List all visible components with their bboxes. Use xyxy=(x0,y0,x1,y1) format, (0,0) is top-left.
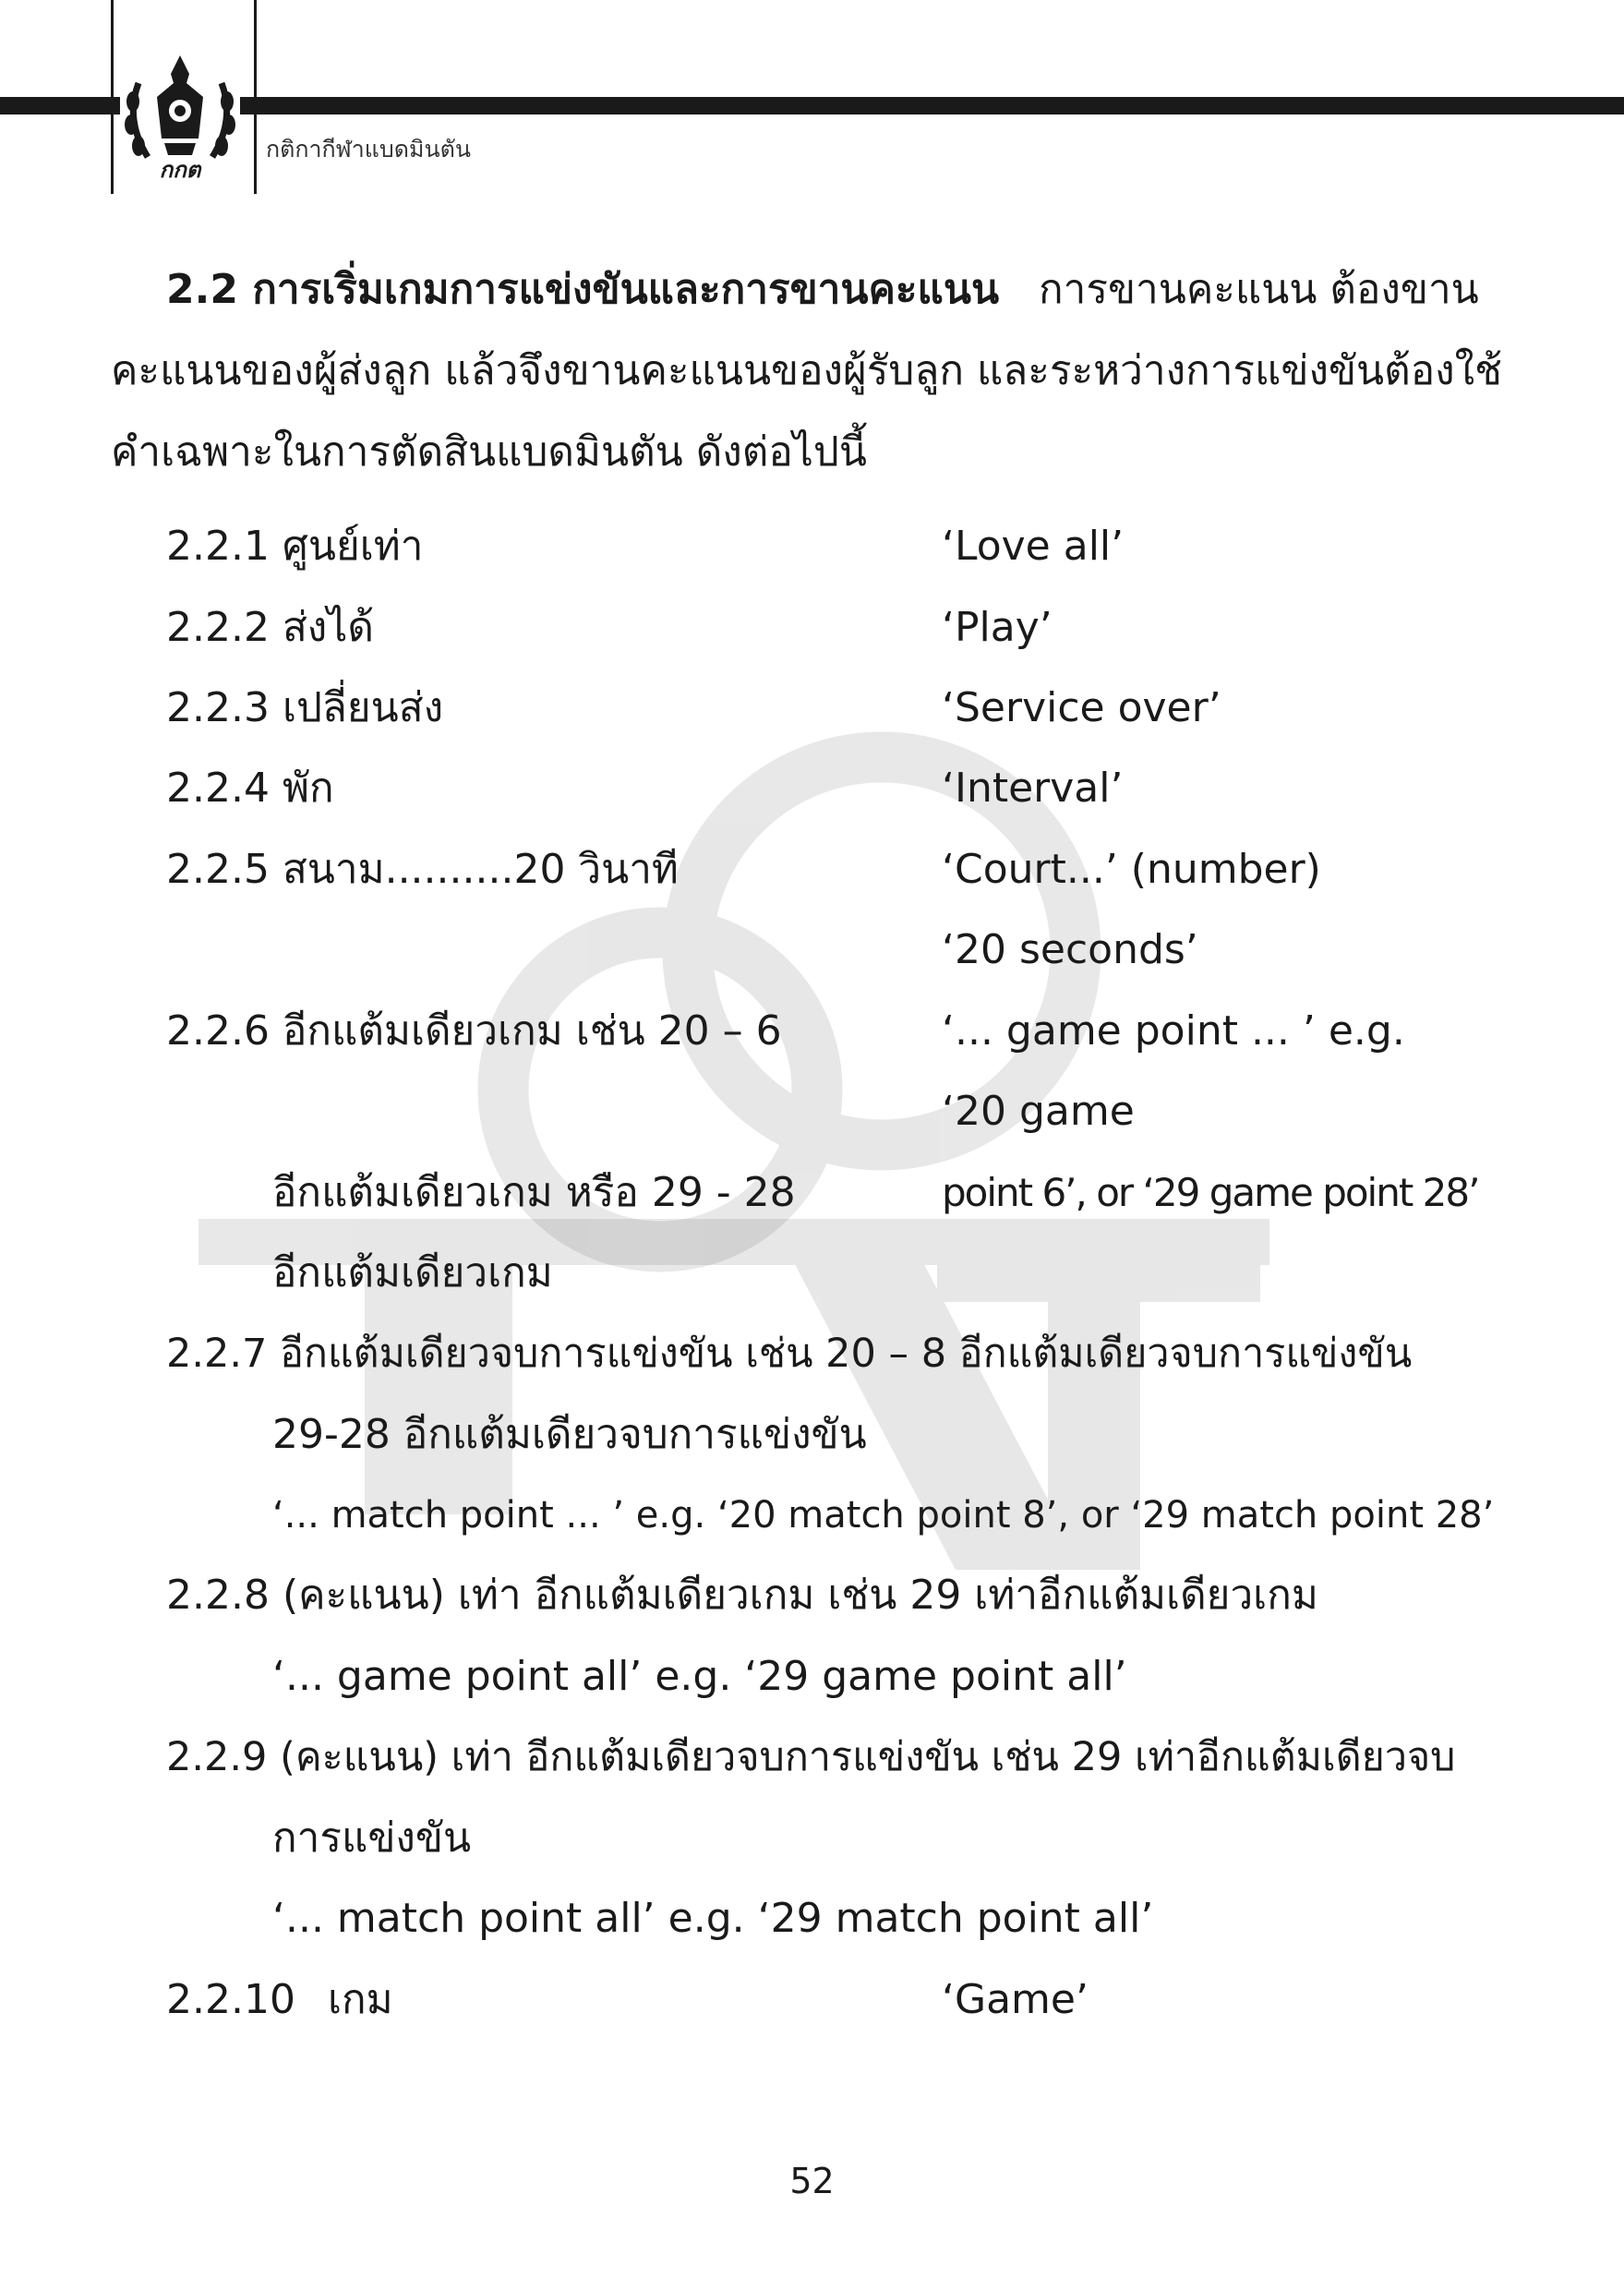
item-2-2-7-th-2: 29-28 อีกแต้มเดียวจบการแข่งขัน xyxy=(272,1411,867,1458)
item-2-2-8-th: 2.2.8 (คะแนน) เท่า อีกแต้มเดียวเกม เช่น 29 เท่าอีกแต้มเดียวเกม xyxy=(166,1572,1318,1619)
item-2-2-6-th-2: อีกแต้มเดียวเกม หรือ 29 - 28 xyxy=(272,1169,796,1216)
item-2-2-4-th: 2.2.4 พัก xyxy=(166,765,334,812)
item-2-2-8-en: ‘... game point all’ e.g. ‘29 game point all’ xyxy=(272,1653,1127,1700)
item-2-2-2-th: 2.2.2 ส่งได้ xyxy=(166,604,374,651)
item-2-2-7-th: 2.2.7 อีกแต้มเดียวจบการแข่งขัน เช่น 20 – 8 อีกแต้มเดียวจบการแข่งขัน xyxy=(166,1331,1413,1377)
running-header-title: กติกากีฬาแบดมินตัน xyxy=(266,136,471,163)
item-2-2-6-en-2: ‘20 game xyxy=(942,1088,1135,1135)
item-2-2-6-th: 2.2.6 อีกแต้มเดียวเกม เช่น 20 – 6 xyxy=(166,1007,782,1055)
item-2-2-3-en: ‘Service over’ xyxy=(942,684,1221,731)
item-2-2-3-th: 2.2.3 เปลี่ยนส่ง xyxy=(166,684,444,731)
page-number: 52 xyxy=(789,2161,835,2201)
item-2-2-10-en: ‘Game’ xyxy=(942,1976,1089,2023)
item-2-2-5-th: 2.2.5 สนาม..........20 วินาที xyxy=(166,846,679,893)
item-2-2-6-th-3: อีกแต้มเดียวเกม xyxy=(272,1249,553,1296)
item-2-2-5-en: ‘Court...’ (number) xyxy=(942,846,1321,893)
item-2-2-7-en: ‘... match point ... ’ e.g. ‘20 match point 8’, or ‘29 match point 28’ xyxy=(272,1494,1495,1537)
intro-line-1: การขานคะแนน ต้องขาน xyxy=(1039,266,1479,313)
item-2-2-9-th: 2.2.9 (คะแนน) เท่า อีกแต้มเดียวจบการแข่งขัน เช่น 29 เท่าอีกแต้มเดียวจบ xyxy=(166,1734,1456,1780)
item-2-2-2-en: ‘Play’ xyxy=(942,604,1053,651)
item-2-2-9-en: ‘... match point all’ e.g. ‘29 match point all’ xyxy=(272,1895,1154,1942)
item-2-2-6-en: ‘... game point ... ’ e.g. xyxy=(942,1007,1405,1055)
item-2-2-4-en: ‘Interval’ xyxy=(942,765,1124,812)
header-rule xyxy=(0,97,1624,114)
intro-line-2: คะแนนของผู้ส่งลูก แล้วจึงขานคะแนนของผู้รับลูก และระหว่างการแข่งขันต้องใช้ xyxy=(111,347,1502,394)
item-2-2-6-en-3: point 6’, or ‘29 game point 28’ xyxy=(942,1170,1479,1215)
item-2-2-10-th: เกม xyxy=(328,1976,393,2023)
item-2-2-5-en-2: ‘20 seconds’ xyxy=(942,926,1198,973)
header-divider-right xyxy=(254,0,257,194)
header-divider-left xyxy=(111,0,114,194)
item-2-2-1-en: ‘Love all’ xyxy=(942,523,1125,570)
item-2-2-9-th-2: การแข่งขัน xyxy=(272,1814,472,1862)
organization-logo xyxy=(120,46,240,185)
intro-line-3: คำเฉพาะในการตัดสินแบดมินตัน ดังต่อไปนี้ xyxy=(111,428,867,476)
section-heading: 2.2 การเริ่มเกมการแข่งขันและการขานคะแนน xyxy=(166,266,1000,313)
item-2-2-10-number: 2.2.10 xyxy=(166,1976,295,2023)
logo-text: กกต xyxy=(159,157,201,183)
item-2-2-1-th: 2.2.1 ศูนย์เท่า xyxy=(166,523,424,570)
